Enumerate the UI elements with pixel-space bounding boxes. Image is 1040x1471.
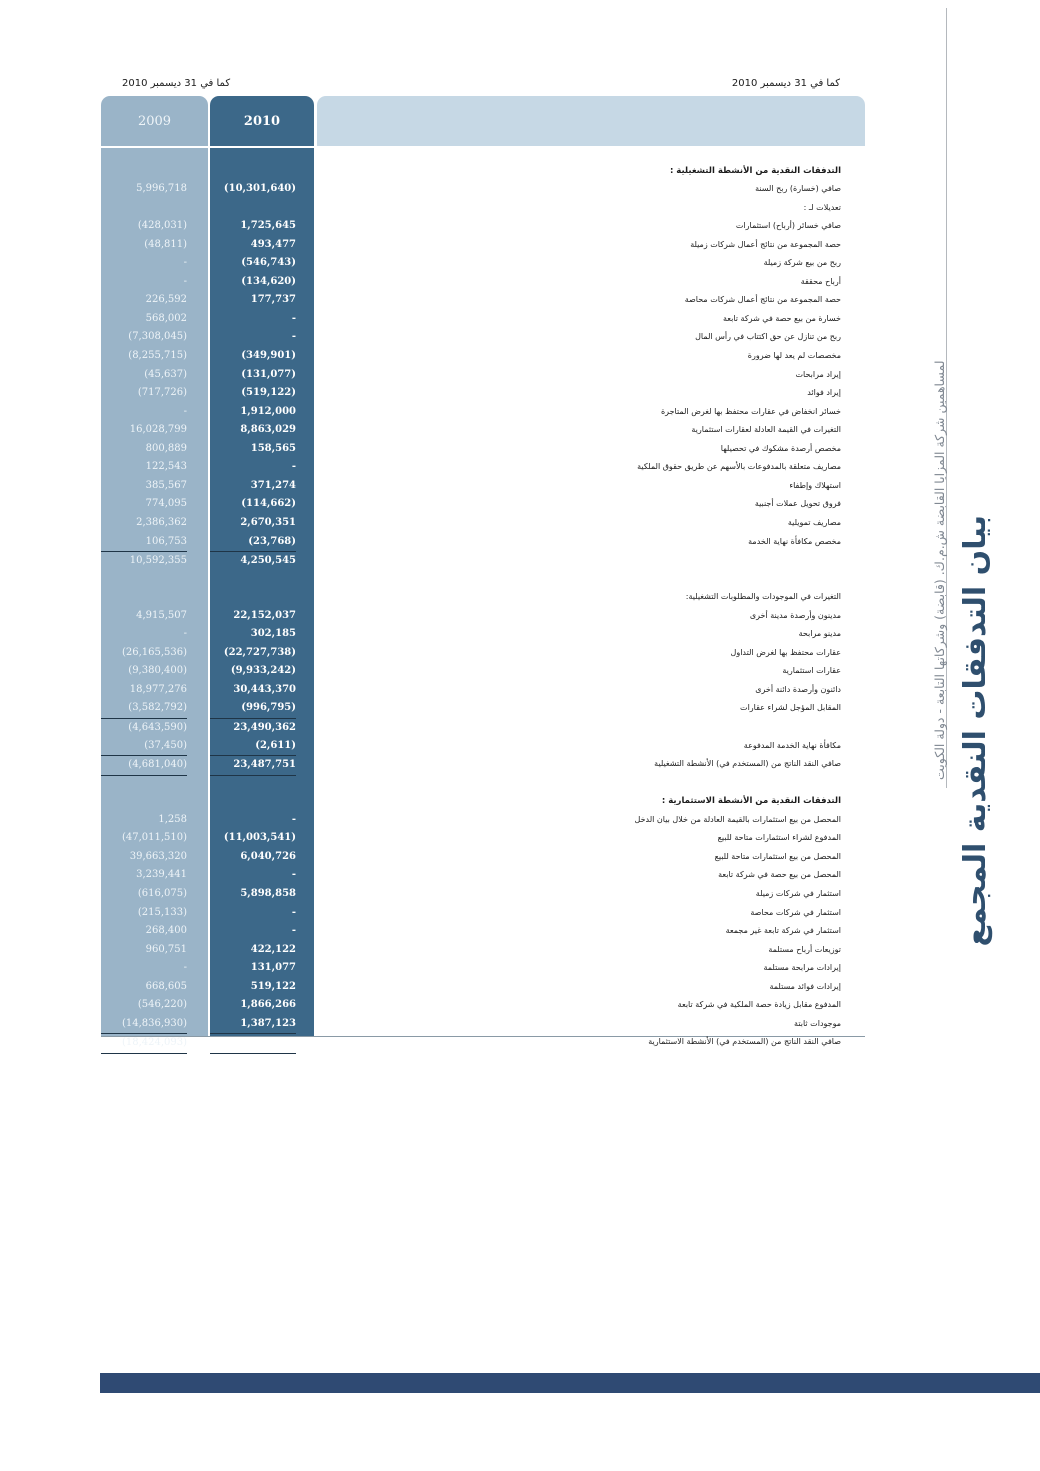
value-2009: 5,996,718 (136, 183, 187, 195)
value-2009: - (183, 257, 187, 269)
table-row (101, 1033, 865, 1052)
value-2010: 1,866,266 (240, 999, 296, 1011)
as-of-date-right: كما في 31 ديسمبر 2010 (731, 78, 840, 89)
row-label: مصاريف تمويلية (787, 517, 841, 527)
column-header-2009-label: 2009 (137, 114, 172, 129)
row-label: المحصل من بيع حصة في شركة تابعة (718, 870, 841, 880)
table-row (101, 922, 865, 941)
value-2009: (3,582,792) (128, 702, 187, 714)
row-label: دائنون وأرصدة دائنة أخرى (755, 684, 841, 694)
value-2009: (616,075) (137, 887, 187, 899)
row-label: المحصل من بيع استثمارات متاحة للبيع (714, 851, 841, 861)
value-2010: - (291, 906, 296, 918)
table-row (101, 959, 865, 978)
row-label: المقابل المؤجل لشراء عقارات (740, 703, 841, 713)
value-2009: 122,543 (145, 461, 187, 473)
row-label: مخصص أرصدة مشكوك في تحصيلها (720, 443, 841, 453)
value-2010: 2,670,351 (240, 516, 296, 528)
row-label: مكافأة نهاية الخدمة المدفوعة (743, 740, 841, 750)
table-row (101, 236, 865, 255)
value-2009: 2,386,362 (136, 516, 187, 528)
value-2009: - (183, 405, 187, 417)
row-label: خسائر انخفاض في عقارات محتفظ بها لغرض المتاجرة (660, 406, 841, 416)
statement-title: بيان التدفقات النقدية المجمع (958, 515, 993, 947)
value-2009: (215,133) (137, 906, 187, 918)
table-row (101, 996, 865, 1015)
row-label: مدينون وأرصدة مدينة أخرى (749, 610, 841, 620)
value-2009: (8,255,715) (128, 350, 187, 361)
table-row (101, 273, 865, 292)
row-label: مخصصات لم يعد لها ضرورة (747, 351, 841, 360)
row-label: مدينو مرابحة (798, 629, 841, 639)
value-2009: 800,889 (145, 442, 187, 454)
value-2010: 1,912,000 (240, 405, 296, 417)
value-2010: 22,152,037 (233, 609, 296, 621)
value-2010: 519,122 (250, 980, 296, 992)
value-2010: (2,611) (255, 739, 296, 751)
table-row (101, 254, 865, 273)
table-row (101, 458, 865, 477)
value-2009: (717,726) (137, 387, 187, 399)
table-row (101, 551, 865, 570)
company-subtitle: لمساهمين شركة المزايا القابضة ش.م.ك. (قابضة) وشركاتها التابعة - دولة الكويت (932, 360, 947, 780)
value-2009: (37,450) (144, 739, 187, 751)
value-2010: (23,768) (248, 535, 296, 547)
value-2009: (428,031) (137, 220, 187, 232)
table-row (101, 310, 865, 329)
value-2010: (114,662) (241, 498, 296, 510)
table-row (101, 941, 865, 960)
row-label: عقارات استثمارية (782, 666, 841, 676)
table-row (101, 440, 865, 459)
table-row (101, 885, 865, 904)
row-label: استهلاك وإطفاء (789, 480, 841, 490)
value-2009: 1,258 (158, 813, 187, 825)
value-2010: 493,477 (250, 238, 296, 250)
value-2010: - (291, 461, 296, 473)
value-2009: (14,836,930) (121, 1017, 187, 1029)
value-2010: 30,443,370 (233, 683, 296, 695)
table-row (101, 514, 865, 533)
table-row (101, 904, 865, 923)
value-2009: 4,915,507 (136, 609, 187, 621)
table-row (101, 421, 865, 440)
table-row (101, 588, 865, 607)
value-2009: 39,663,320 (129, 850, 187, 862)
table-row (101, 328, 865, 347)
value-2010: 177,737 (250, 294, 296, 306)
table-row (101, 755, 865, 774)
value-2009: 568,002 (145, 312, 187, 324)
value-2010: 23,490,362 (210, 718, 296, 738)
row-label: التغيرات في القيمة العادلة لعقارات استثمارية (691, 425, 841, 435)
value-2009: - (183, 275, 187, 287)
table-row (101, 495, 865, 514)
value-2010: (131,077) (241, 368, 296, 380)
value-2009: (7,308,045) (128, 331, 187, 343)
table-row (101, 774, 865, 793)
value-2009: (48,811) (144, 238, 187, 250)
row-label: التدفقات النقدية من الأنشطة الاستثمارية : (661, 796, 841, 807)
row-label: صافي (خسارة) ربح السنة (755, 184, 841, 194)
value-2010: - (291, 813, 296, 825)
value-2009: 960,751 (145, 943, 187, 955)
value-2010: 5,261,753 (210, 1033, 296, 1054)
row-label: إيرادات فوائد مستلمة (769, 981, 841, 991)
value-2009: 16,028,799 (129, 424, 187, 436)
value-2010: 1,725,645 (240, 220, 296, 232)
table-row (101, 570, 865, 589)
table-row (101, 477, 865, 496)
table-row (101, 347, 865, 366)
table-row (101, 848, 865, 867)
table-row (101, 662, 865, 681)
table-row (101, 811, 865, 830)
table-row (101, 199, 865, 218)
value-2009: (9,380,400) (128, 665, 187, 677)
value-2010: 422,122 (250, 943, 296, 955)
value-2009: - (183, 962, 187, 974)
row-label: إيراد فوائد (807, 388, 841, 398)
value-2010: (10,301,640) (223, 183, 296, 195)
value-2010: 131,077 (250, 962, 296, 974)
value-2010: 5,898,858 (240, 887, 296, 899)
row-label: صافي النقد الناتج من (المستخدم في) الأنشطة التشغيلية (654, 759, 841, 769)
table-row (101, 366, 865, 385)
value-2009: 385,567 (145, 479, 187, 491)
table-row (101, 1015, 865, 1034)
table-row (101, 291, 865, 310)
row-label: استثمار في شركة تابعة غير مجمعة (725, 926, 841, 936)
row-label: التغيرات في الموجودات والمطلوبات التشغيلية: (685, 592, 841, 602)
table-row (101, 403, 865, 422)
column-header-description (317, 96, 865, 146)
table-row (101, 699, 865, 718)
value-2009: 774,095 (145, 498, 187, 510)
value-2009: 226,592 (145, 294, 187, 306)
table-row (101, 718, 865, 737)
footer-bar (100, 1373, 1040, 1393)
column-header-2009 (101, 96, 208, 146)
value-2010: (349,901) (241, 350, 296, 361)
value-2009: (47,011,510) (121, 832, 187, 844)
row-label: إيراد مرابحات (795, 369, 841, 379)
table-row (101, 829, 865, 848)
value-2010: 6,040,726 (240, 850, 296, 862)
table-row (101, 217, 865, 236)
table-row (101, 681, 865, 700)
value-2010: 158,565 (250, 442, 296, 454)
row-label: إيرادات مرابحة مستلمة (763, 963, 841, 973)
value-2010: 302,185 (250, 628, 296, 640)
value-2010: - (291, 869, 296, 881)
value-2009: 668,605 (145, 980, 187, 992)
row-label: المدفوع مقابل زيادة حصة الملكية في شركة تابعة (677, 1000, 841, 1010)
table-row (101, 533, 865, 552)
value-2009: 18,977,276 (129, 683, 187, 695)
row-label: خسارة من بيع حصة في شركة تابعة (722, 313, 841, 323)
value-2009: 106,753 (145, 535, 187, 547)
value-2010: 1,387,123 (240, 1017, 296, 1029)
value-2010: (134,620) (241, 275, 296, 287)
row-label: حصة المجموعة من نتائج أعمال شركات زميلة (690, 239, 841, 249)
table-row (101, 792, 865, 811)
value-2010: (996,795) (241, 702, 296, 714)
row-label: فروق تحويل عملات أجنبية (754, 499, 841, 509)
value-2010: (519,122) (241, 387, 296, 399)
value-2009: (546,220) (137, 999, 187, 1011)
row-label: ربح من تنازل عن حق اكتتاب في رأس المال (695, 332, 841, 342)
column-header-2010 (210, 96, 314, 146)
column-header-2010-label: 2010 (243, 114, 281, 129)
value-2009: (18,424,093) (101, 1033, 187, 1054)
row-label: التدفقات النقدية من الأنشطة التشغيلية : (669, 165, 841, 176)
value-2010: - (291, 312, 296, 324)
table-row (101, 162, 865, 181)
value-2009: (26,165,536) (121, 646, 187, 658)
value-2010: 8,863,029 (240, 424, 296, 436)
as-of-date-left: كما في 31 ديسمبر 2010 (122, 78, 231, 89)
row-label: صافي خسائر (أرباح) استثمارات (735, 221, 841, 231)
row-label: المحصل من بيع استثمارات بالقيمة العادلة من خلال بيان الدخل (634, 814, 841, 824)
value-2009: 268,400 (145, 925, 187, 937)
table-row (101, 625, 865, 644)
table-row (101, 644, 865, 663)
value-2009: 3,239,441 (136, 869, 187, 881)
row-label: توزيعات أرباح مستلمة (768, 944, 841, 954)
row-label: حصة المجموعة من نتائج أعمال شركات محاصة (684, 295, 841, 305)
row-label: المدفوع لشراء استثمارات متاحة للبيع (717, 833, 841, 843)
row-label: مخصص مكافأة نهاية الخدمة (748, 536, 841, 546)
table-row (101, 737, 865, 756)
value-2009: - (183, 628, 187, 640)
value-2010: (546,743) (241, 257, 296, 269)
row-label: مصاريف متعلقة بالمدفوعات بالأسهم عن طريق حقوق الملكية (637, 462, 841, 472)
value-2010: - (291, 925, 296, 937)
value-2009: 10,592,355 (101, 551, 187, 571)
value-2010: (9,933,242) (230, 665, 296, 677)
value-2009: (4,681,040) (101, 755, 187, 776)
table-row (101, 607, 865, 626)
table-row (101, 978, 865, 997)
row-label: أرباح محققة (800, 276, 841, 286)
row-label: صافي النقد الناتج من (المستخدم في) الأنشطة الاستثمارية (648, 1037, 841, 1047)
value-2009: (45,637) (144, 368, 187, 380)
row-label: استثمار في شركات محاصة (750, 907, 841, 917)
row-label: استثمار في شركات زميلة (755, 888, 841, 898)
row-label: ربح من بيع شركة زميلة (763, 258, 841, 268)
row-label: موجودات ثابتة (794, 1018, 841, 1028)
table-row (101, 384, 865, 403)
value-2010: 371,274 (250, 479, 296, 491)
value-2010: 4,250,545 (210, 551, 296, 571)
table-row (101, 866, 865, 885)
row-label: تعديلات لـ : (803, 202, 841, 212)
table-row (101, 180, 865, 199)
value-2009: (4,643,590) (101, 718, 187, 738)
row-label: عقارات محتفظ بها لغرض التداول (730, 647, 841, 657)
value-2010: 23,487,751 (210, 755, 296, 776)
value-2010: (22,727,738) (223, 646, 296, 658)
value-2010: (11,003,541) (223, 832, 296, 844)
value-2010: - (291, 331, 296, 343)
